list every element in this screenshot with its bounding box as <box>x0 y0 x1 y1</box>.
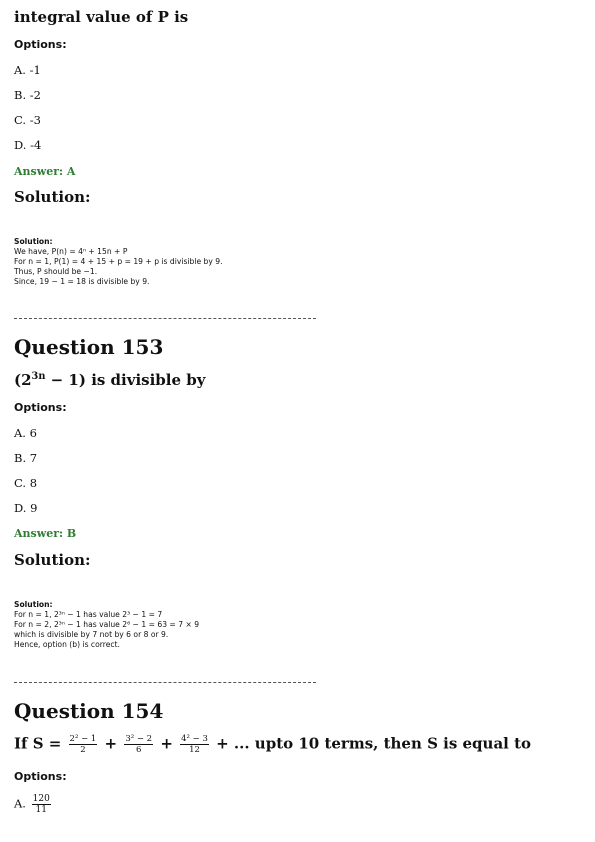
solution-line: Thus, P should be −1. <box>14 267 98 276</box>
fraction: $\frac{120}{11}$ <box>32 794 50 815</box>
option-d: D. 9 <box>14 501 38 515</box>
question-text: If S = $\frac{\text{2² − 1}}{2}$ + $\frac{\text{3² − 2}}{6}$ + $\frac{\text{4² − 3}}{12}$ + ... upto 10 terms, then S is equal to <box>14 734 532 755</box>
answer-label: Answer: B <box>14 527 77 540</box>
section-divider <box>14 318 316 319</box>
option-b: B. -2 <box>14 88 41 102</box>
section-divider <box>14 682 316 683</box>
option-a: A. -1 <box>14 63 41 77</box>
fraction: $\frac{\text{4² − 3}}{12}$ <box>181 734 208 755</box>
options-label: Options: <box>14 770 67 783</box>
option-c: C. 8 <box>14 476 38 490</box>
solution-line: which is divisible by 7 not by 6 or 8 or 9. <box>14 630 169 639</box>
solution-line: For n = 2, 2³ⁿ − 1 has value 2⁶ − 1 = 63 = 7 × 9 <box>14 620 200 629</box>
question-title: Question 154 <box>14 699 164 723</box>
fraction: $\frac{\text{2² − 1}}{2}$ <box>69 734 97 755</box>
solution-block <box>14 600 199 650</box>
option-b: B. 7 <box>14 451 38 465</box>
question-title: Question 153 <box>14 335 164 359</box>
solution-line: Since, 19 − 1 = 18 is divisible by 9. <box>14 277 150 286</box>
solution-block <box>14 237 223 287</box>
options-label: Options: <box>14 401 67 414</box>
solution-line: We have, P(n) = 4ⁿ + 15n + P <box>14 247 128 256</box>
solution-heading: Solution: <box>14 188 91 206</box>
solution-heading: Solution: <box>14 551 91 569</box>
fraction: $\frac{\text{3² − 2}}{6}$ <box>125 734 153 755</box>
option-a: A. $\frac{120}{11}$ <box>14 794 50 815</box>
options-label: Options: <box>14 38 67 51</box>
option-a: A. 6 <box>14 426 37 440</box>
option-c: C. -3 <box>14 113 41 127</box>
answer-label: Answer: A <box>14 165 76 178</box>
solution-line: For n = 1, 2³ⁿ − 1 has value 2³ − 1 = 7 <box>14 610 163 619</box>
solution-block-heading: Solution: <box>14 600 53 609</box>
solution-line: Hence, option (b) is correct. <box>14 640 120 649</box>
solution-block-heading: Solution: <box>14 237 53 246</box>
option-d: D. -4 <box>14 138 42 152</box>
question-text: integral value of P is <box>14 8 189 26</box>
solution-line: For n = 1, P(1) = 4 + 15 + p = 19 + p is divisible by 9. <box>14 257 223 266</box>
question-text: $(2^{3n} - 1)$ is divisible by <box>14 371 206 389</box>
